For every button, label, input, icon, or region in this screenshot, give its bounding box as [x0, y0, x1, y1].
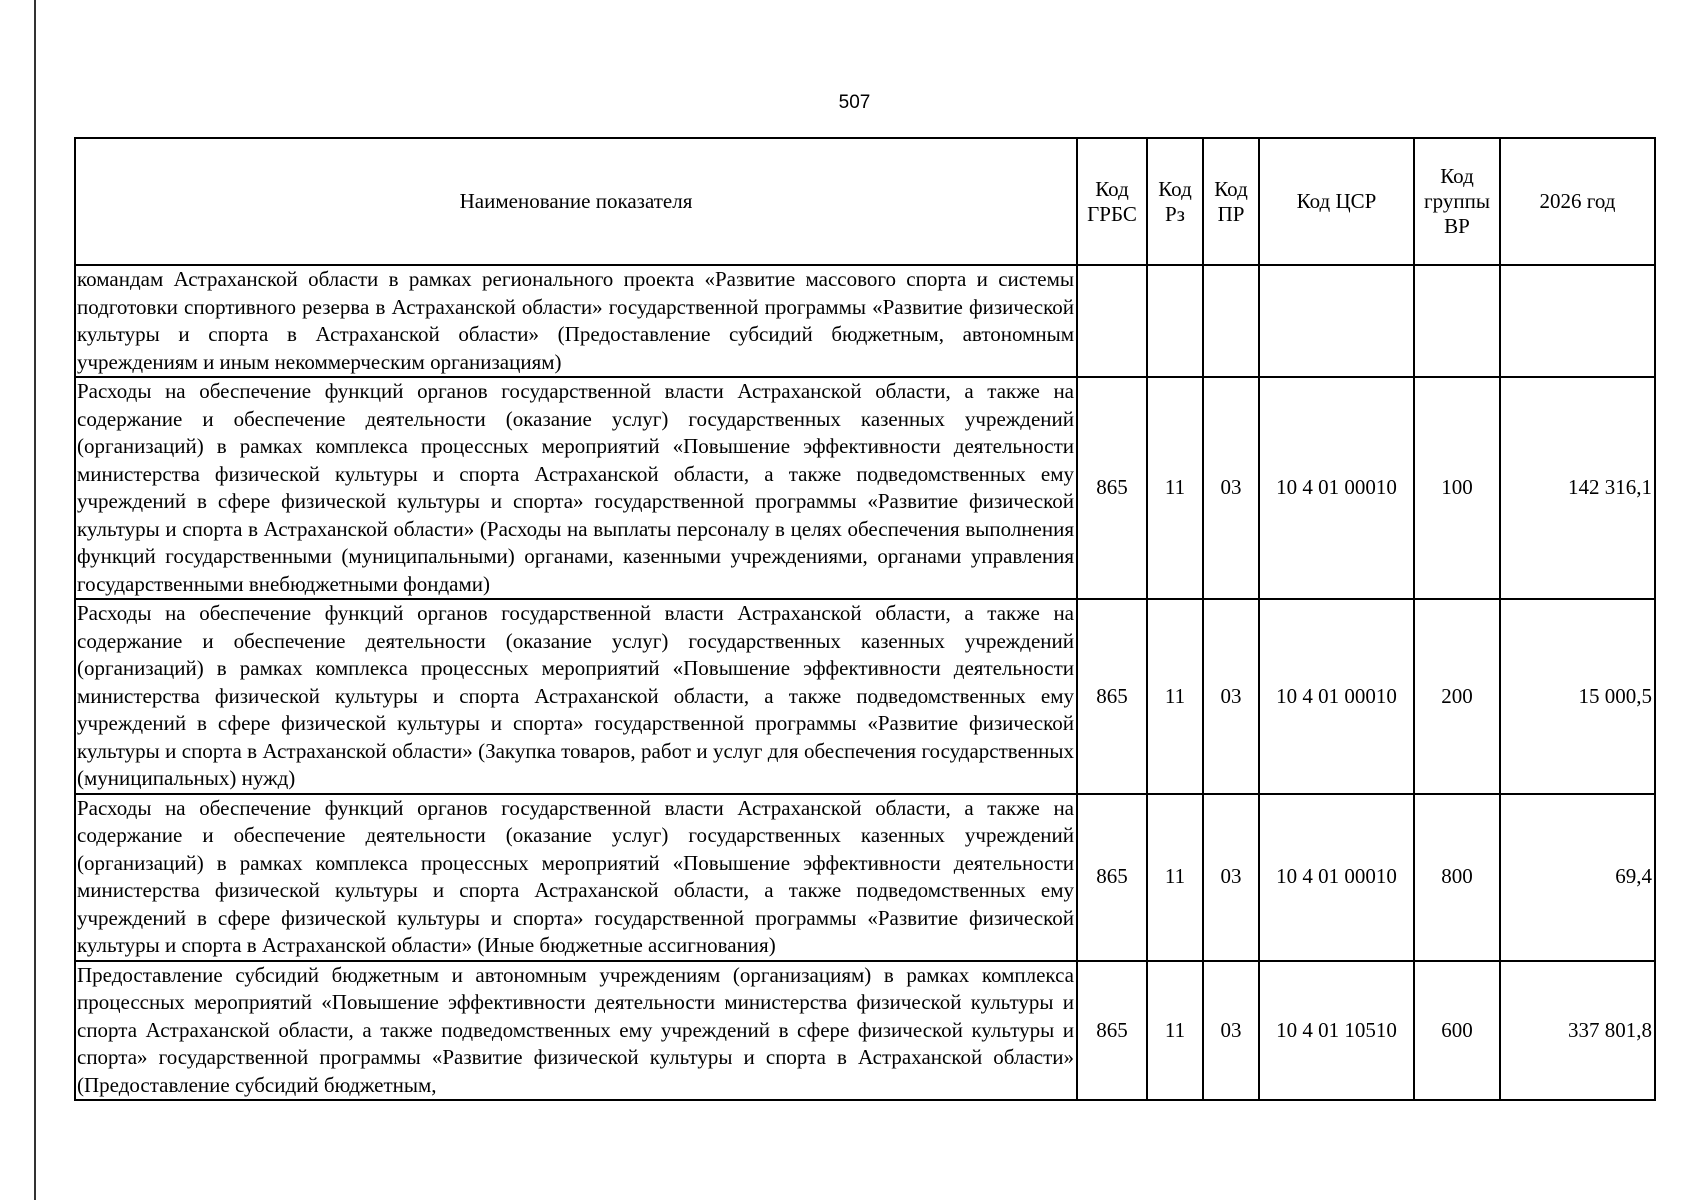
row-sum: [1500, 265, 1655, 377]
row-name: Расходы на обеспечение функций органов государственной власти Астраханской области, а также на содержание и обеспечение деятельности (оказание услуг) государственных казенных учреждений (организаций) в рамках комплекса процессных мероприятий «Повышение эффективности деятельности министерства физической культуры и спорта Астраханской области, а также подведомственных ему учреждений в сфере физической культуры и спорта» государственной программы «Развитие физической культуры и спорта в Астраханской области» (Иные бюджетные ассигнования): [75, 794, 1077, 961]
row-sum: 337 801,8: [1500, 961, 1655, 1101]
binding-margin-line: [34, 0, 36, 1200]
row-vr: 200: [1414, 599, 1500, 794]
row-csr: 10 4 01 00010: [1259, 377, 1414, 599]
row-pr: 03: [1203, 377, 1259, 599]
header-pr: Код ПР: [1203, 138, 1259, 265]
row-vr: [1414, 265, 1500, 377]
header-vr: Код группы ВР: [1414, 138, 1500, 265]
header-grbs: Код ГРБС: [1077, 138, 1147, 265]
row-name: Расходы на обеспечение функций органов государственной власти Астраханской области, а также на содержание и обеспечение деятельности (оказание услуг) государственных казенных учреждений (организаций) в рамках комплекса процессных мероприятий «Повышение эффективности деятельности министерства физической культуры и спорта Астраханской области, а также подведомственных ему учреждений в сфере физической культуры и спорта» государственной программы «Развитие физической культуры и спорта в Астраханской области» (Расходы на выплаты персоналу в целях обеспечения выполнения функций государственными (муниципальными) органами, казенными учреждениями, органами управления государственными внебюджетными фондами): [75, 377, 1077, 599]
row-name: Расходы на обеспечение функций органов государственной власти Астраханской области, а также на содержание и обеспечение деятельности (оказание услуг) государственных казенных учреждений (организаций) в рамках комплекса процессных мероприятий «Повышение эффективности деятельности министерства физической культуры и спорта Астраханской области, а также подведомственных ему учреждений в сфере физической культуры и спорта» государственной программы «Развитие физической культуры и спорта в Астраханской области» (Закупка товаров, работ и услуг для обеспечения государственных (муниципальных) нужд): [75, 599, 1077, 794]
table-row: [75, 961, 1655, 1101]
header-year: 2026 год: [1500, 138, 1655, 265]
table-row: [75, 265, 1655, 377]
header-name: Наименование показателя: [75, 138, 1077, 265]
row-pr: 03: [1203, 599, 1259, 794]
row-csr: 10 4 01 10510: [1259, 961, 1414, 1101]
row-grbs: [1077, 265, 1147, 377]
row-grbs: 865: [1077, 794, 1147, 961]
row-vr: 100: [1414, 377, 1500, 599]
table-row: [75, 599, 1655, 794]
row-sum: 15 000,5: [1500, 599, 1655, 794]
row-sum: 69,4: [1500, 794, 1655, 961]
row-vr: 600: [1414, 961, 1500, 1101]
table-row: [75, 377, 1655, 599]
row-sum: 142 316,1: [1500, 377, 1655, 599]
row-rz: 11: [1147, 377, 1203, 599]
table-row: [75, 794, 1655, 961]
row-pr: 03: [1203, 961, 1259, 1101]
page-number: 507: [838, 92, 871, 113]
row-pr: [1203, 265, 1259, 377]
row-grbs: 865: [1077, 599, 1147, 794]
row-vr: 800: [1414, 794, 1500, 961]
row-csr: [1259, 265, 1414, 377]
row-grbs: 865: [1077, 961, 1147, 1101]
row-rz: 11: [1147, 794, 1203, 961]
table-header-row: [75, 138, 1655, 265]
row-csr: 10 4 01 00010: [1259, 794, 1414, 961]
row-rz: [1147, 265, 1203, 377]
budget-table: [74, 137, 1656, 1101]
row-name: Предоставление субсидий бюджетным и автономным учреждениям (организациям) в рамках комплекса процессных мероприятий «Повышение эффективности деятельности министерства физической культуры и спорта Астраханской области, а также подведомственных ему учреждений в сфере физической культуры и спорта» государственной программы «Развитие физической культуры и спорта в Астраханской области» (Предоставление субсидий бюджетным,: [75, 961, 1077, 1101]
row-rz: 11: [1147, 961, 1203, 1101]
row-rz: 11: [1147, 599, 1203, 794]
row-csr: 10 4 01 00010: [1259, 599, 1414, 794]
header-csr: Код ЦСР: [1259, 138, 1414, 265]
row-name: командам Астраханской области в рамках регионального проекта «Развитие массового спорта и системы подготовки спортивного резерва в Астраханской области» государственной программы «Развитие физической культуры и спорта в Астраханской области» (Предоставление субсидий бюджетным, автономным учреждениям и иным некоммерческим организациям): [75, 265, 1077, 377]
header-rz: Код Рз: [1147, 138, 1203, 265]
row-pr: 03: [1203, 794, 1259, 961]
row-grbs: 865: [1077, 377, 1147, 599]
